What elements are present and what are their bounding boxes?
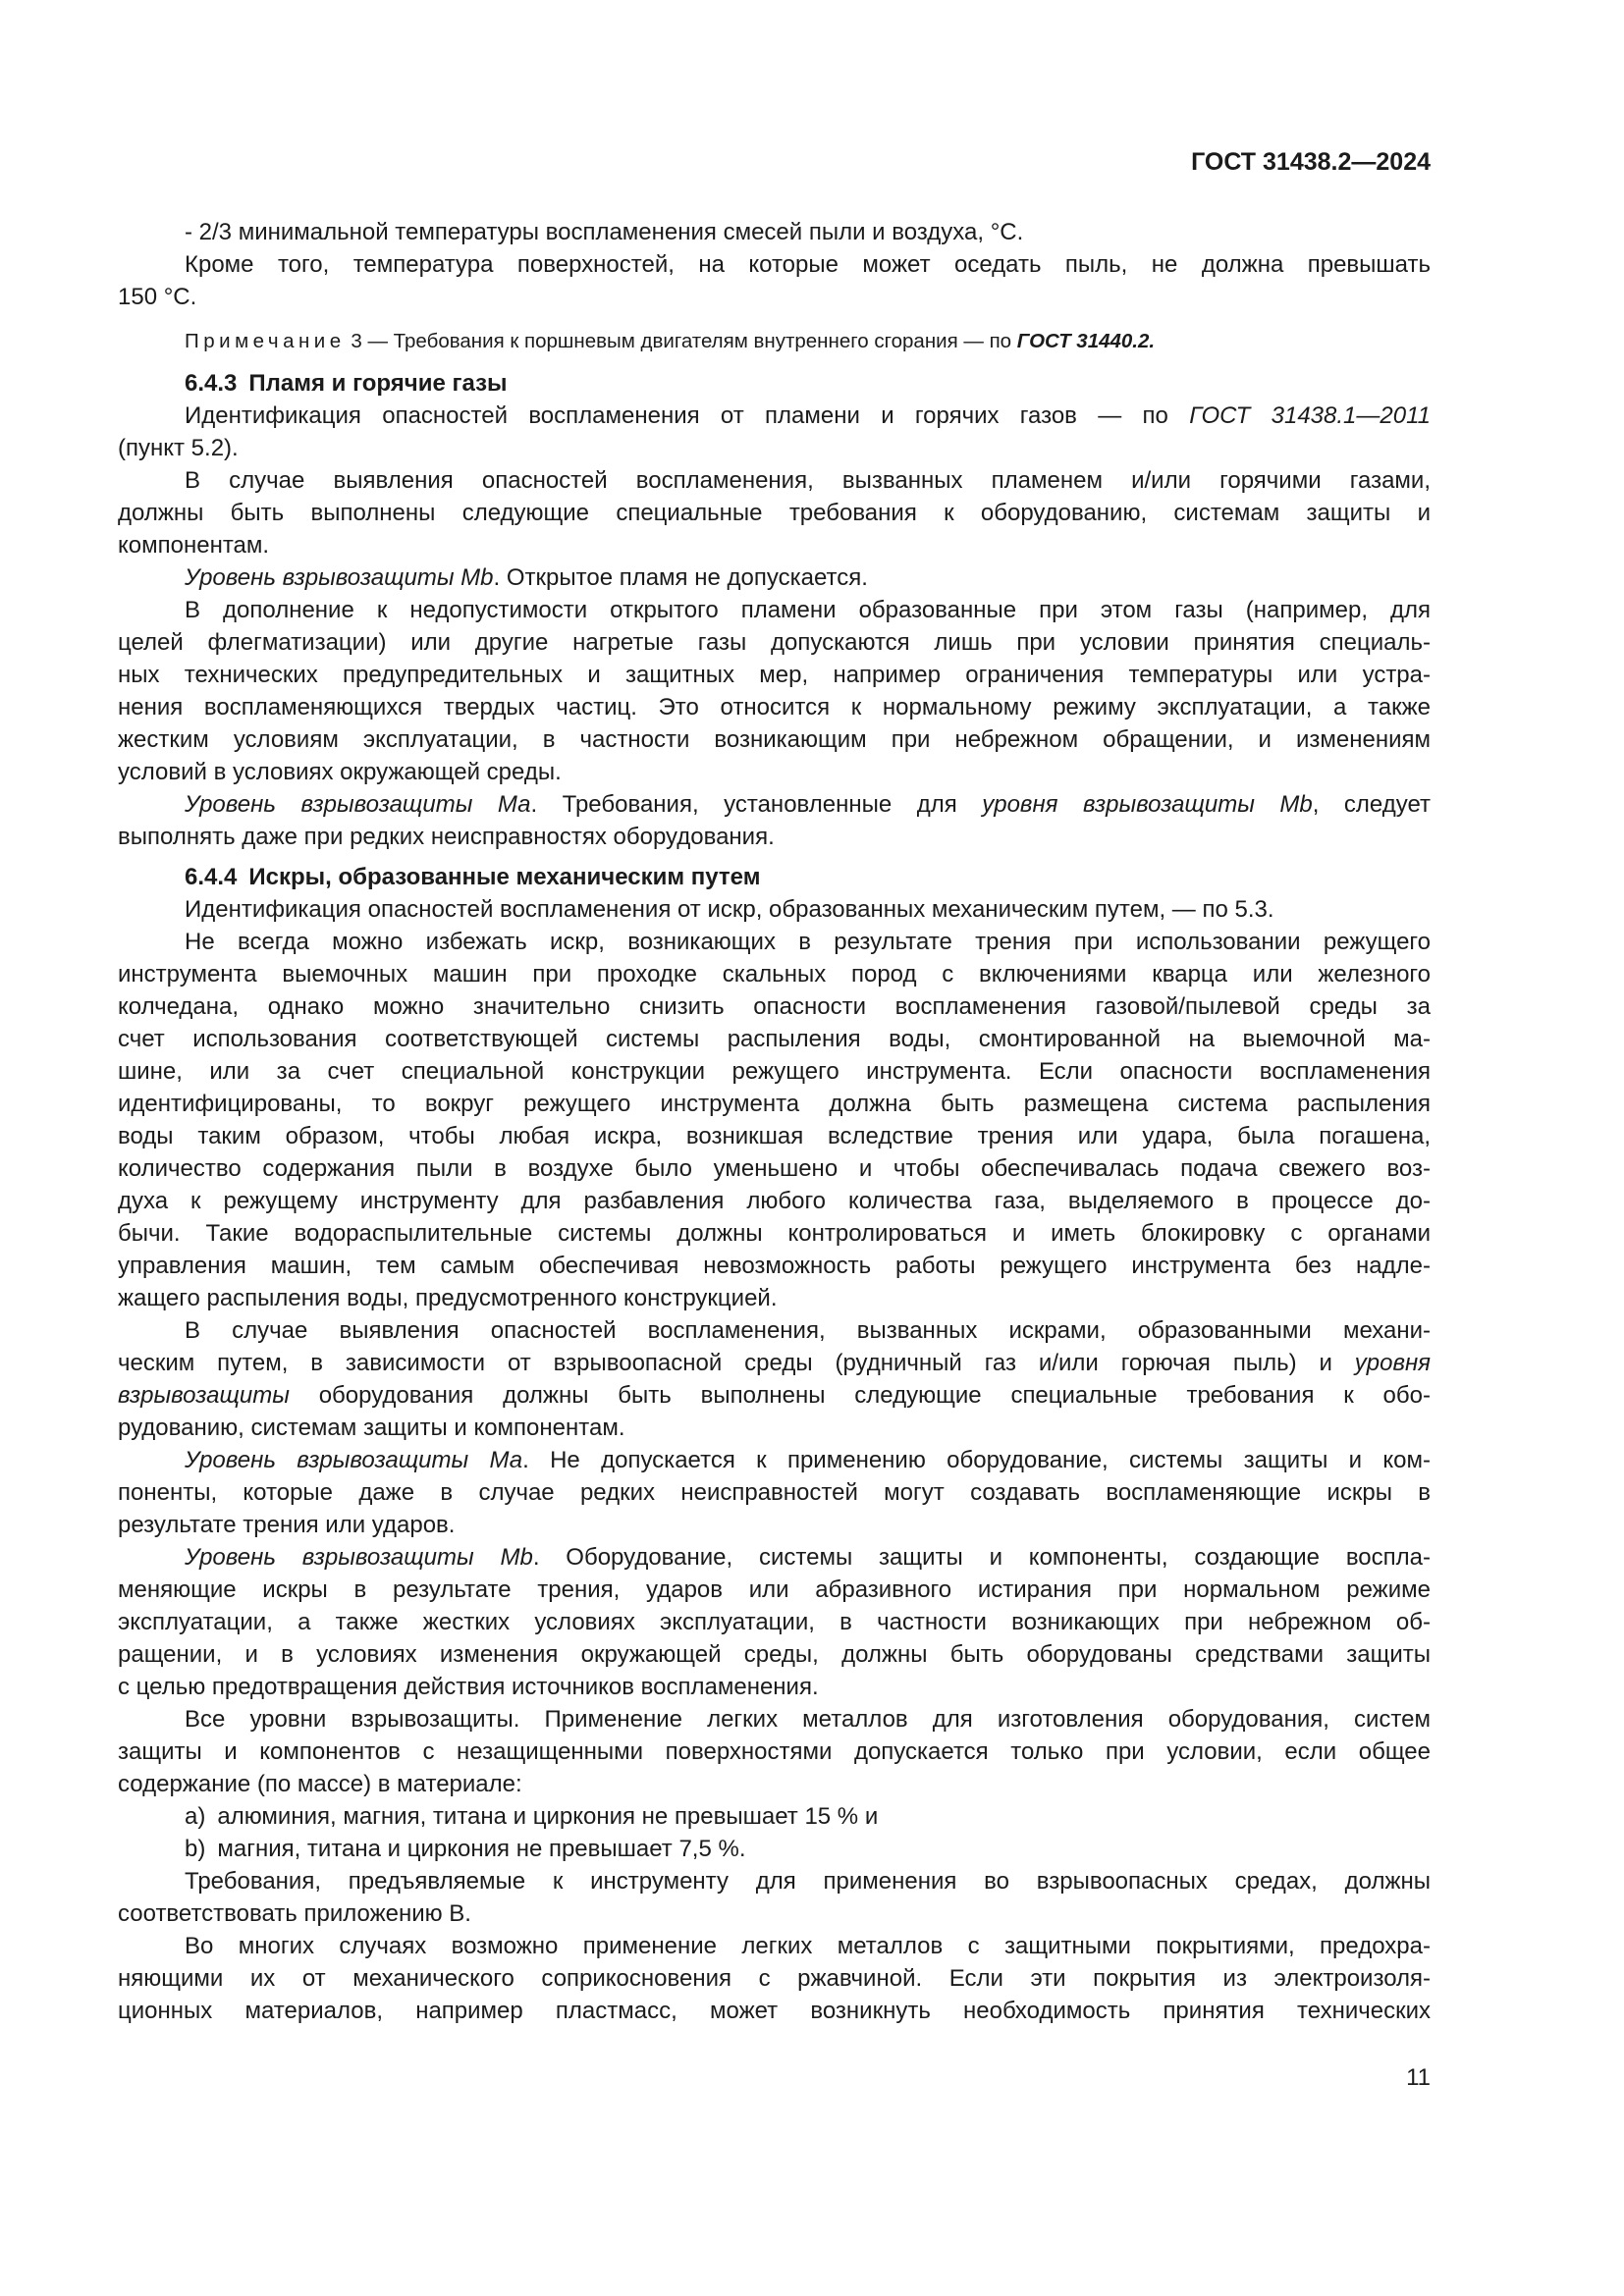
- text-line: колчедана, однако можно значительно снизить опасности воспламенения газовой/пылевой среды за: [118, 993, 1431, 1020]
- text-line: целей флегматизации) или другие нагретые газы допускаются лишь при условии принятия специаль-: [118, 629, 1431, 656]
- paragraph: [118, 893, 1431, 926]
- text-line: результате трения или ударов.: [118, 1512, 456, 1538]
- text-line: содержание (по массе) в материале:: [118, 1771, 522, 1797]
- emphasis-text: уровня взрывозащиты Mb: [982, 791, 1313, 818]
- text-line: Уровень взрывозащиты Ма. Не допускается к применению оборудование, системы защиты и ком-: [185, 1447, 1431, 1473]
- text-line: взрывозащиты оборудования должны быть выполнены следующие специальные требования к обо-: [118, 1382, 1431, 1409]
- text-line: В случае выявления опасностей воспламенения, вызванных искрами, образованными механи-: [185, 1317, 1431, 1344]
- emphasis-text: уровня: [1354, 1350, 1431, 1376]
- paragraph: [118, 1444, 1431, 1541]
- text-line: защиты и компонентов с незащищенными поверхностями допускается только при условии, если общее: [118, 1738, 1431, 1765]
- text-line: условий в условиях окружающей среды.: [118, 759, 562, 785]
- text-line: Во многих случаях возможно применение легких металлов с защитными покрытиями, предохра-: [185, 1933, 1431, 1959]
- text-line: духа к режущему инструменту для разбавления любого количества газа, выделяемого в процессе до-: [118, 1188, 1431, 1214]
- paragraph: [118, 1865, 1431, 1930]
- emphasis-text: Уровень взрывозащиты Ма: [185, 1447, 523, 1473]
- text-line: В дополнение к недопустимости открытого пламени образованные при этом газы (например, для: [185, 597, 1431, 623]
- text-line: нения воспламеняющихся твердых частиц. Это относится к нормальному режиму эксплуатации, а также: [118, 694, 1431, 721]
- text-line: рудованию, системам защиты и компонентам.: [118, 1415, 625, 1441]
- running-header-standard-designation: ГОСТ 31438.2—2024: [1191, 148, 1431, 176]
- text-line: Уровень взрывозащиты Mb. Оборудование, системы защиты и компоненты, создающие воспла-: [185, 1544, 1431, 1571]
- text-line: меняющие искры в результате трения, ударов или абразивного истирания при нормальном режиме: [118, 1576, 1431, 1603]
- text-line: (пункт 5.2).: [118, 435, 239, 461]
- text-line: инструмента выемочных машин при проходке скальных пород с включениями кварца или железного: [118, 961, 1431, 988]
- text-line: эксплуатации, а также жестких условиях эксплуатации, в частности возникающих при небрежном об-: [118, 1609, 1431, 1635]
- text-line: 150 °С.: [118, 284, 197, 310]
- paragraph: [118, 561, 1431, 594]
- emphasis-text: взрывозащиты: [118, 1382, 290, 1409]
- text-line: счет использования соответствующей системы распыления воды, смонтированной на выемочной ма-: [118, 1026, 1431, 1052]
- emphasis-text: Уровень взрывозащиты Mb: [185, 564, 494, 591]
- paragraph: [118, 926, 1431, 1314]
- text-line: Примечание 3 — Требования к поршневым двигателям внутреннего сгорания — по ГОСТ 31440.2.: [185, 330, 1156, 352]
- text-line: 6.4.3 Пламя и горячие газы: [185, 370, 508, 397]
- list-item: [118, 1800, 1431, 1833]
- text-line: должны быть выполнены следующие специальные требования к оборудованию, системам защиты и: [118, 500, 1431, 526]
- text-line: ращении, и в условиях изменения окружающей среды, должны быть оборудованы средствами защиты: [118, 1641, 1431, 1668]
- text-line: Требования, предъявляемые к инструменту для применения во взрывоопасных средах, должны: [185, 1868, 1431, 1895]
- text-line: ных технических предупредительных и защитных мер, например ограничения температуры или устра-: [118, 662, 1431, 688]
- paragraph: [118, 1930, 1431, 2027]
- text-line: жестким условиям эксплуатации, в частности возникающим при небрежном обращении, и изменениям: [118, 726, 1431, 753]
- text-line: компонентам.: [118, 532, 270, 559]
- text-line: управления машин, тем самым обеспечивая невозможность работы режущего инструмента без надле-: [118, 1253, 1431, 1279]
- emphasis-text: Уровень взрывозащиты Ма: [185, 791, 531, 818]
- emphasis-text: ГОСТ 31440.2.: [1016, 330, 1156, 352]
- text-line: жащего распыления воды, предусмотренного конструкцией.: [118, 1285, 778, 1311]
- text-line: Уровень взрывозащиты Ма. Требования, установленные для уровня взрывозащиты Mb, следует: [185, 791, 1432, 818]
- paragraph: [118, 400, 1431, 464]
- text-line: поненты, которые даже в случае редких неисправностей могут создавать воспламеняющие искры в: [118, 1479, 1431, 1506]
- paragraph: [118, 1314, 1431, 1444]
- text-line: 6.4.4 Искры, образованные механическим путем: [185, 864, 761, 890]
- text-line: Кроме того, температура поверхностей, на которые может оседать пыль, не должна превышать: [185, 251, 1431, 278]
- text-line: шине, или за счет специальной конструкции режущего инструмента. Если опасности воспламенения: [118, 1058, 1431, 1085]
- text-line: идентифицированы, то вокруг режущего инструмента должна быть размещена система распыления: [118, 1091, 1431, 1117]
- text-line: выполнять даже при редких неисправностях оборудования.: [118, 824, 775, 850]
- text-line: ционных материалов, например пластмасс, может возникнуть необходимость принятия технических: [118, 1998, 1431, 2024]
- paragraph: [118, 1541, 1431, 1703]
- list-item: [118, 1833, 1431, 1865]
- text-line: Все уровни взрывозащиты. Применение легких металлов для изготовления оборудования, систем: [185, 1706, 1431, 1733]
- text-line: В случае выявления опасностей воспламенения, вызванных пламенем и/или горячими газами,: [185, 467, 1431, 494]
- note-label: Примечание: [185, 330, 346, 352]
- section-heading: [118, 367, 1431, 400]
- text-line: Уровень взрывозащиты Mb. Открытое пламя не допускается.: [185, 564, 868, 591]
- text-line: Идентификация опасностей воспламенения от пламени и горячих газов — по ГОСТ 31438.1—2011: [185, 402, 1431, 429]
- emphasis-text: Уровень взрывозащиты Mb: [185, 1544, 533, 1571]
- page-number: 11: [1406, 2064, 1431, 2091]
- paragraph: [118, 248, 1431, 313]
- section-heading: [118, 861, 1431, 893]
- paragraph: [118, 216, 1431, 248]
- text-line: - 2/3 минимальной температуры воспламенения смесей пыли и воздуха, °С.: [185, 219, 1024, 245]
- document-body: [118, 216, 1431, 2027]
- text-line: воды таким образом, чтобы любая искра, возникшая вследствие трения или удара, была погашена,: [118, 1123, 1431, 1149]
- text-line: с целью предотвращения действия источников воспламенения.: [118, 1674, 819, 1700]
- emphasis-text: ГОСТ 31438.1—2011: [1189, 402, 1431, 429]
- paragraph: [118, 1703, 1431, 1800]
- text-line: бычи. Такие водораспылительные системы должны контролироваться и иметь блокировку с органами: [118, 1220, 1431, 1247]
- text-line: Идентификация опасностей воспламенения от искр, образованных механическим путем, — по 5.3.: [185, 896, 1274, 923]
- text-line: b) магния, титана и циркония не превышает 7,5 %.: [185, 1836, 746, 1862]
- paragraph: [118, 464, 1431, 561]
- text-line: няющими их от механического соприкосновения с ржавчиной. Если эти покрытия из электроизоля-: [118, 1965, 1431, 1992]
- text-line: ческим путем, в зависимости от взрывоопасной среды (рудничный газ и/или горючая пыль) и уровня: [118, 1350, 1431, 1376]
- note: [118, 328, 1431, 354]
- text-line: соответствовать приложению В.: [118, 1900, 471, 1927]
- text-line: a) алюминия, магния, титана и циркония не превышает 15 % и: [185, 1803, 879, 1830]
- paragraph: [118, 594, 1431, 788]
- paragraph: [118, 788, 1431, 853]
- text-line: количество содержания пыли в воздухе было уменьшено и чтобы обеспечивалась подача свежего воз-: [118, 1155, 1431, 1182]
- text-line: Не всегда можно избежать искр, возникающих в результате трения при использовании режущего: [185, 929, 1431, 955]
